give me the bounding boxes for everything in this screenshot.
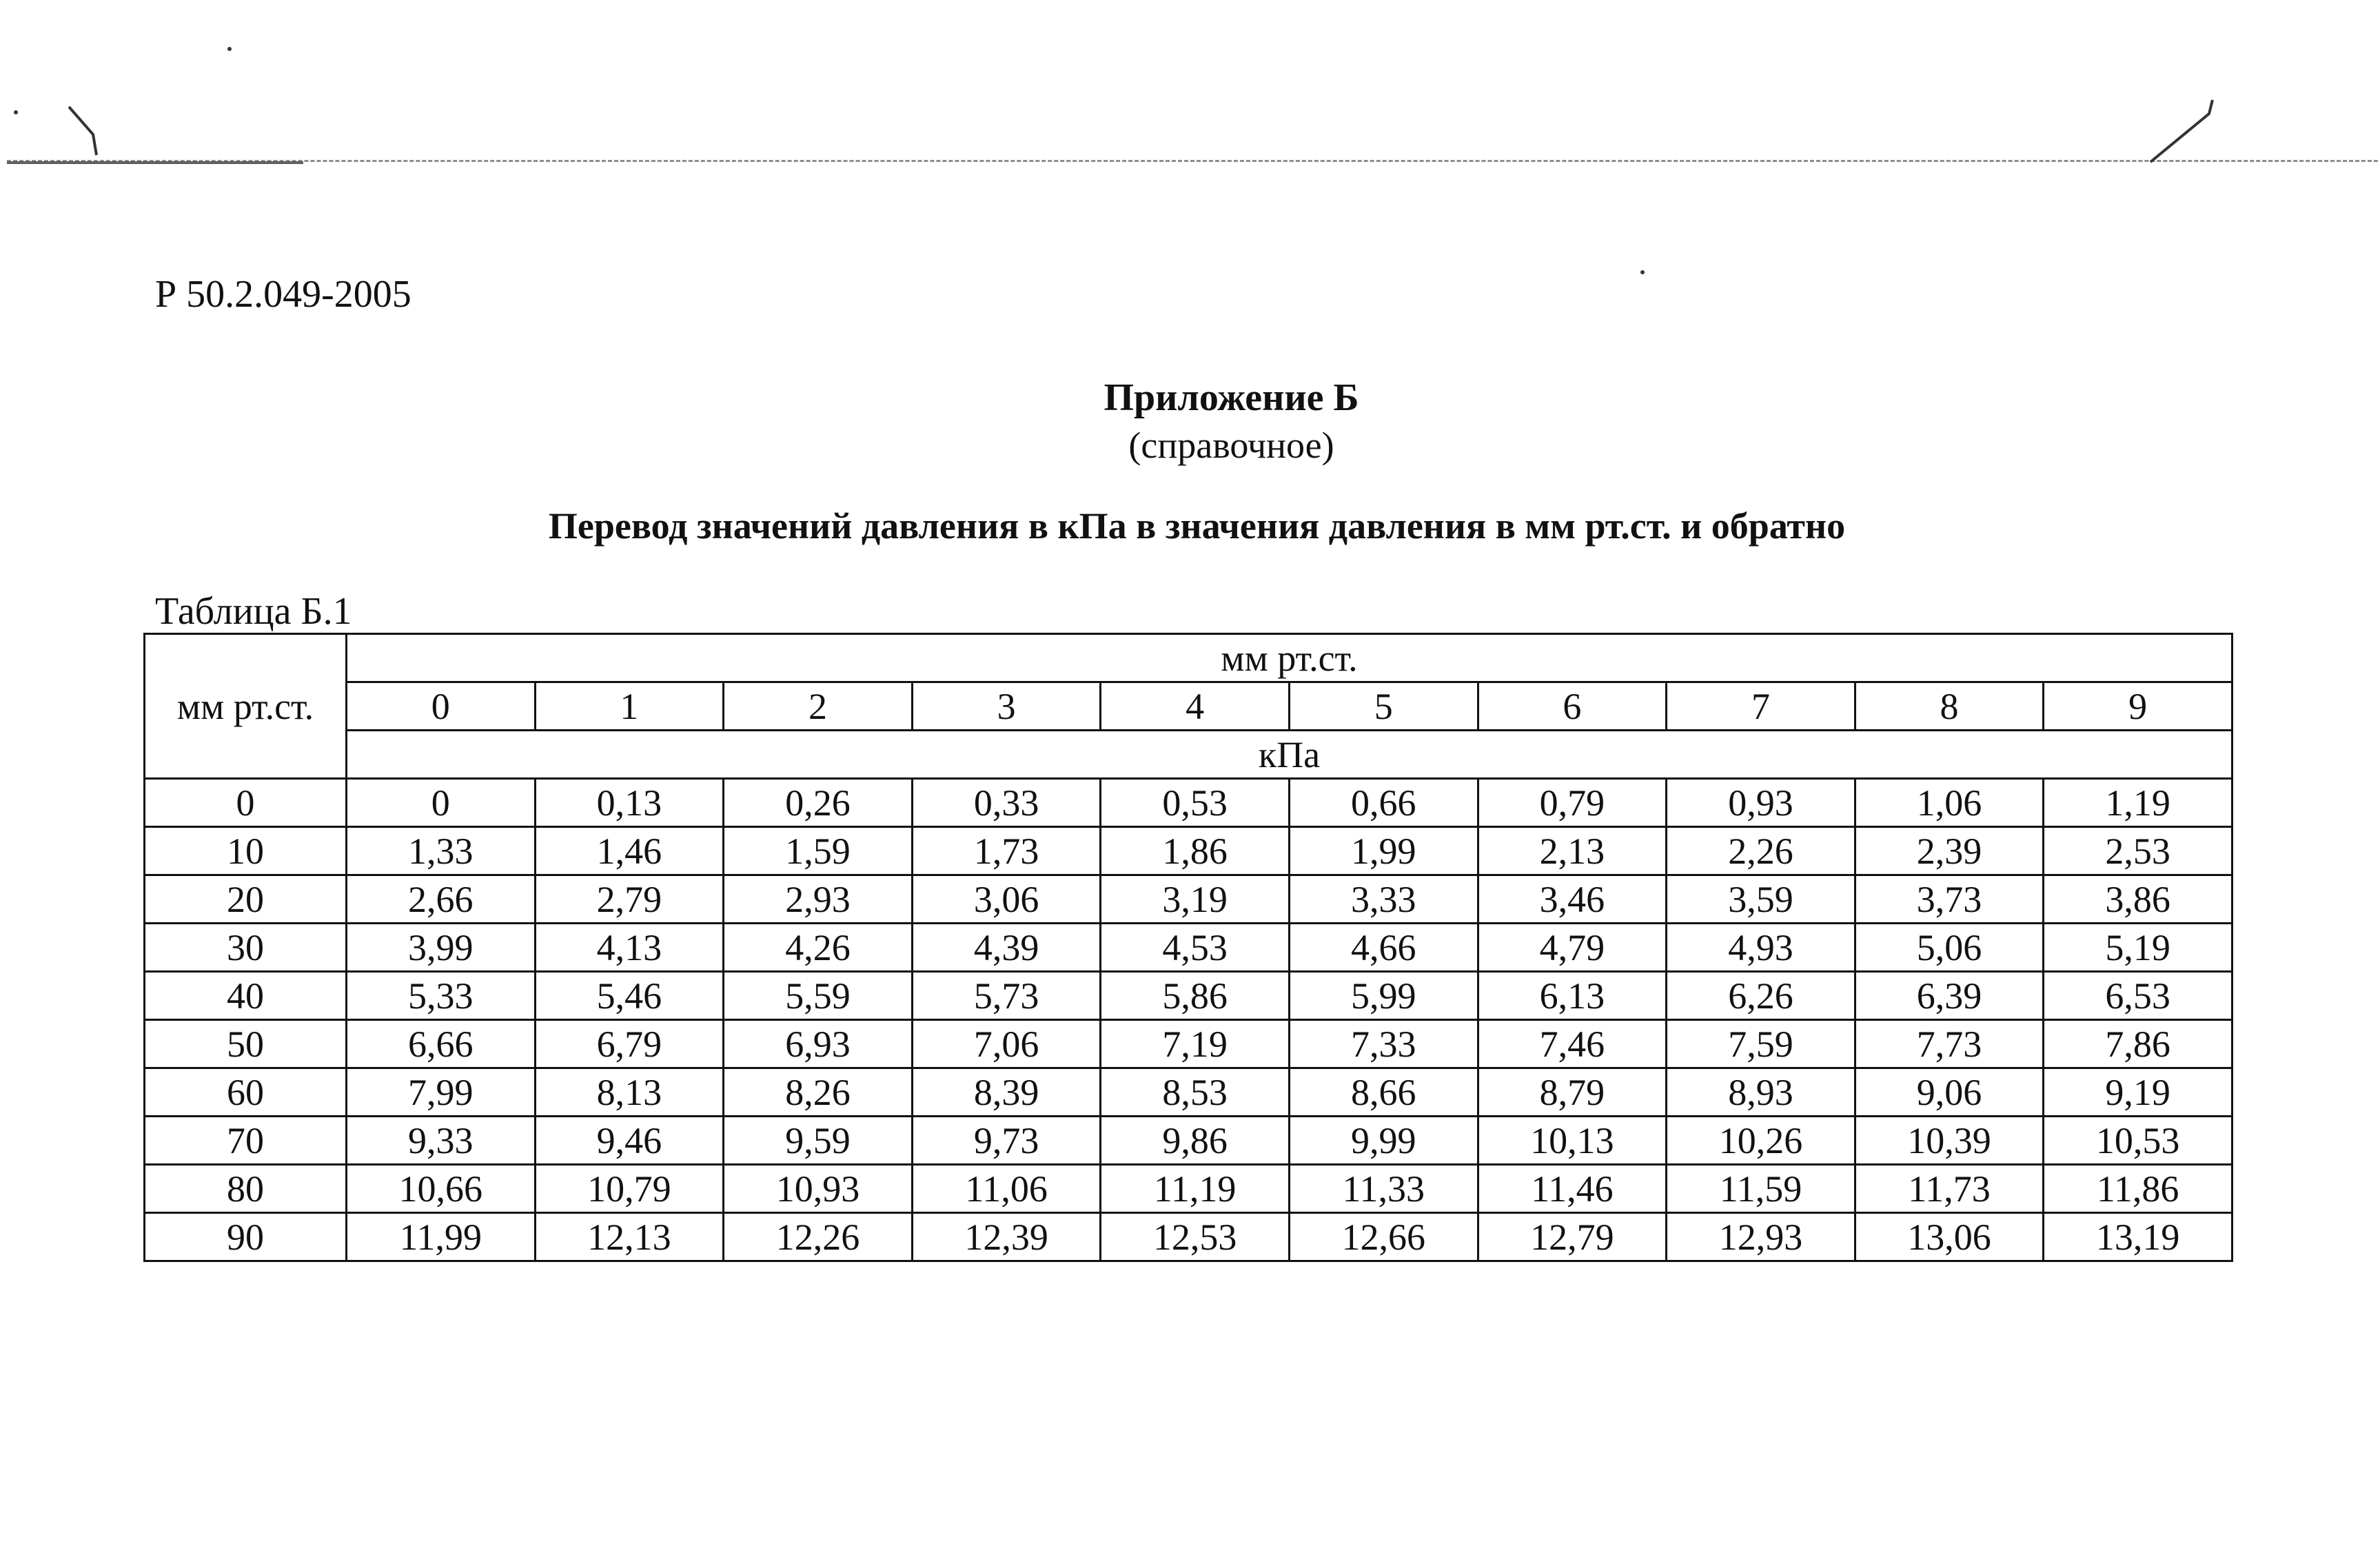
table-cell: 6,66: [347, 1020, 536, 1068]
table-cell: 1,59: [724, 827, 913, 875]
table-cell: 2,79: [535, 875, 724, 924]
column-header: 2: [724, 682, 913, 731]
table-row: [145, 1068, 2232, 1117]
table-cell: 12,93: [1667, 1213, 1855, 1261]
table-cell: 4,53: [1101, 924, 1290, 972]
table-cell: 2,39: [1855, 827, 2044, 875]
row-label: 40: [145, 972, 347, 1020]
table-cell: 12,66: [1289, 1213, 1478, 1261]
table-cell: 12,39: [912, 1213, 1101, 1261]
table-cell: 10,13: [1478, 1117, 1667, 1165]
table-cell: 6,26: [1667, 972, 1855, 1020]
table-cell: 10,26: [1667, 1117, 1855, 1165]
table-cell: 9,86: [1101, 1117, 1290, 1165]
table-cell: 8,39: [912, 1068, 1101, 1117]
table-row: [145, 1020, 2232, 1068]
table-cell: 2,13: [1478, 827, 1667, 875]
table-row: [145, 1213, 2232, 1261]
table-cell: 12,26: [724, 1213, 913, 1261]
table-cell: 12,13: [535, 1213, 724, 1261]
table-cell: 11,46: [1478, 1165, 1667, 1213]
table-cell: 9,73: [912, 1117, 1101, 1165]
table-cell: 0,93: [1667, 779, 1855, 827]
table-cell: 5,06: [1855, 924, 2044, 972]
table-cell: 4,66: [1289, 924, 1478, 972]
row-label: 90: [145, 1213, 347, 1261]
table-cell: 4,13: [535, 924, 724, 972]
scan-speck: [1640, 270, 1645, 274]
section-title: Перевод значений давления в кПа в значения давления в мм рт.ст. и обратно: [548, 505, 1846, 547]
column-header: 1: [535, 682, 724, 731]
table-cell: 7,33: [1289, 1020, 1478, 1068]
column-header: 4: [1101, 682, 1290, 731]
table-cell: 12,53: [1101, 1213, 1290, 1261]
table-cell: 2,53: [2044, 827, 2232, 875]
table-row: [145, 1117, 2232, 1165]
table-cell: 8,53: [1101, 1068, 1290, 1117]
table-cell: 6,79: [535, 1020, 724, 1068]
table-cell: 11,73: [1855, 1165, 2044, 1213]
table-cell: 3,19: [1101, 875, 1290, 924]
table-cell: 0,79: [1478, 779, 1667, 827]
row-label: 80: [145, 1165, 347, 1213]
row-label: 10: [145, 827, 347, 875]
table-row: [145, 827, 2232, 875]
table-cell: 5,99: [1289, 972, 1478, 1020]
table-cell: 1,06: [1855, 779, 2044, 827]
table-cell: 3,59: [1667, 875, 1855, 924]
table-cell: 2,66: [347, 875, 536, 924]
column-header: 6: [1478, 682, 1667, 731]
conversion-table: [143, 633, 2233, 1262]
table-cell: 6,53: [2044, 972, 2232, 1020]
table-cell: 0,33: [912, 779, 1101, 827]
table-cell: 10,53: [2044, 1117, 2232, 1165]
appendix-title: Приложение Б: [1103, 376, 1359, 419]
scan-speck: [227, 47, 232, 51]
unit-header: кПа: [347, 731, 2232, 779]
table-cell: 7,46: [1478, 1020, 1667, 1068]
table-cell: 9,46: [535, 1117, 724, 1165]
table-cell: 11,19: [1101, 1165, 1290, 1213]
table-cell: 1,73: [912, 827, 1101, 875]
table-cell: 9,06: [1855, 1068, 2044, 1117]
table-cell: 8,79: [1478, 1068, 1667, 1117]
scan-border-line-left: [7, 161, 303, 164]
table-cell: 3,99: [347, 924, 536, 972]
row-label: 20: [145, 875, 347, 924]
table-cell: 6,39: [1855, 972, 2044, 1020]
column-header: 0: [347, 682, 536, 731]
appendix-subtitle: (справочное): [1128, 425, 1334, 466]
column-header: 7: [1667, 682, 1855, 731]
table-cell: 10,79: [535, 1165, 724, 1213]
table-cell: 9,19: [2044, 1068, 2232, 1117]
scan-mark-icon: [65, 103, 121, 159]
table-cell: 1,46: [535, 827, 724, 875]
table-row: [145, 924, 2232, 972]
row-label: 30: [145, 924, 347, 972]
table-cell: 1,19: [2044, 779, 2232, 827]
table-cell: 11,59: [1667, 1165, 1855, 1213]
table-cell: 3,33: [1289, 875, 1478, 924]
table-cell: 0,13: [535, 779, 724, 827]
table-cell: 0,53: [1101, 779, 1290, 827]
table-cell: 1,86: [1101, 827, 1290, 875]
table-cell: 3,46: [1478, 875, 1667, 924]
table-cell: 1,99: [1289, 827, 1478, 875]
row-label: 50: [145, 1020, 347, 1068]
table-cell: 2,93: [724, 875, 913, 924]
table-row: [145, 1165, 2232, 1213]
table-row: [145, 875, 2232, 924]
row-header: мм рт.ст.: [145, 634, 347, 779]
table-cell: 10,39: [1855, 1117, 2044, 1165]
table-cell: 10,66: [347, 1165, 536, 1213]
table-cell: 5,46: [535, 972, 724, 1020]
table-cell: 8,66: [1289, 1068, 1478, 1117]
table-cell: 6,93: [724, 1020, 913, 1068]
table-cell: 9,59: [724, 1117, 913, 1165]
scan-mark-icon: [2144, 96, 2219, 165]
table-cell: 5,19: [2044, 924, 2232, 972]
table-cell: 2,26: [1667, 827, 1855, 875]
document-code: Р 50.2.049-2005: [155, 273, 411, 316]
column-header-row: [145, 682, 2232, 731]
table-body: [145, 779, 2232, 1261]
table-cell: 11,99: [347, 1213, 536, 1261]
table-cell: 8,26: [724, 1068, 913, 1117]
table-cell: 3,86: [2044, 875, 2232, 924]
table-cell: 4,26: [724, 924, 913, 972]
table-cell: 8,93: [1667, 1068, 1855, 1117]
table-cell: 11,86: [2044, 1165, 2232, 1213]
table-cell: 1,33: [347, 827, 536, 875]
table-cell: 5,86: [1101, 972, 1290, 1020]
table-cell: 7,86: [2044, 1020, 2232, 1068]
table-cell: 0: [347, 779, 536, 827]
table-cell: 4,93: [1667, 924, 1855, 972]
table-cell: 7,06: [912, 1020, 1101, 1068]
table-cell: 0,26: [724, 779, 913, 827]
column-header: 8: [1855, 682, 2044, 731]
table-cell: 13,06: [1855, 1213, 2044, 1261]
table-cell: 9,99: [1289, 1117, 1478, 1165]
table-cell: 7,73: [1855, 1020, 2044, 1068]
table-cell: 13,19: [2044, 1213, 2232, 1261]
table-cell: 12,79: [1478, 1213, 1667, 1261]
table-cell: 11,06: [912, 1165, 1101, 1213]
column-header: 9: [2044, 682, 2232, 731]
table-cell: 4,39: [912, 924, 1101, 972]
table-cell: 0,66: [1289, 779, 1478, 827]
table-cell: 8,13: [535, 1068, 724, 1117]
row-label: 0: [145, 779, 347, 827]
table-cell: 4,79: [1478, 924, 1667, 972]
table-row: [145, 779, 2232, 827]
table-cell: 5,33: [347, 972, 536, 1020]
table-cell: 5,73: [912, 972, 1101, 1020]
table-cell: 3,06: [912, 875, 1101, 924]
scan-speck: [14, 110, 18, 114]
table-cell: 9,33: [347, 1117, 536, 1165]
table-cell: 11,33: [1289, 1165, 1478, 1213]
row-label: 70: [145, 1117, 347, 1165]
table-row: [145, 972, 2232, 1020]
table-cell: 10,93: [724, 1165, 913, 1213]
table-cell: 7,19: [1101, 1020, 1290, 1068]
column-header: 5: [1289, 682, 1478, 731]
column-group-header: мм рт.ст.: [347, 634, 2232, 682]
table-cell: 6,13: [1478, 972, 1667, 1020]
table-cell: 5,59: [724, 972, 913, 1020]
table-cell: 7,99: [347, 1068, 536, 1117]
scan-border-line: [7, 160, 2378, 162]
row-label: 60: [145, 1068, 347, 1117]
table-cell: 7,59: [1667, 1020, 1855, 1068]
table-cell: 3,73: [1855, 875, 2044, 924]
column-header: 3: [912, 682, 1101, 731]
table-caption: Таблица Б.1: [155, 590, 352, 633]
